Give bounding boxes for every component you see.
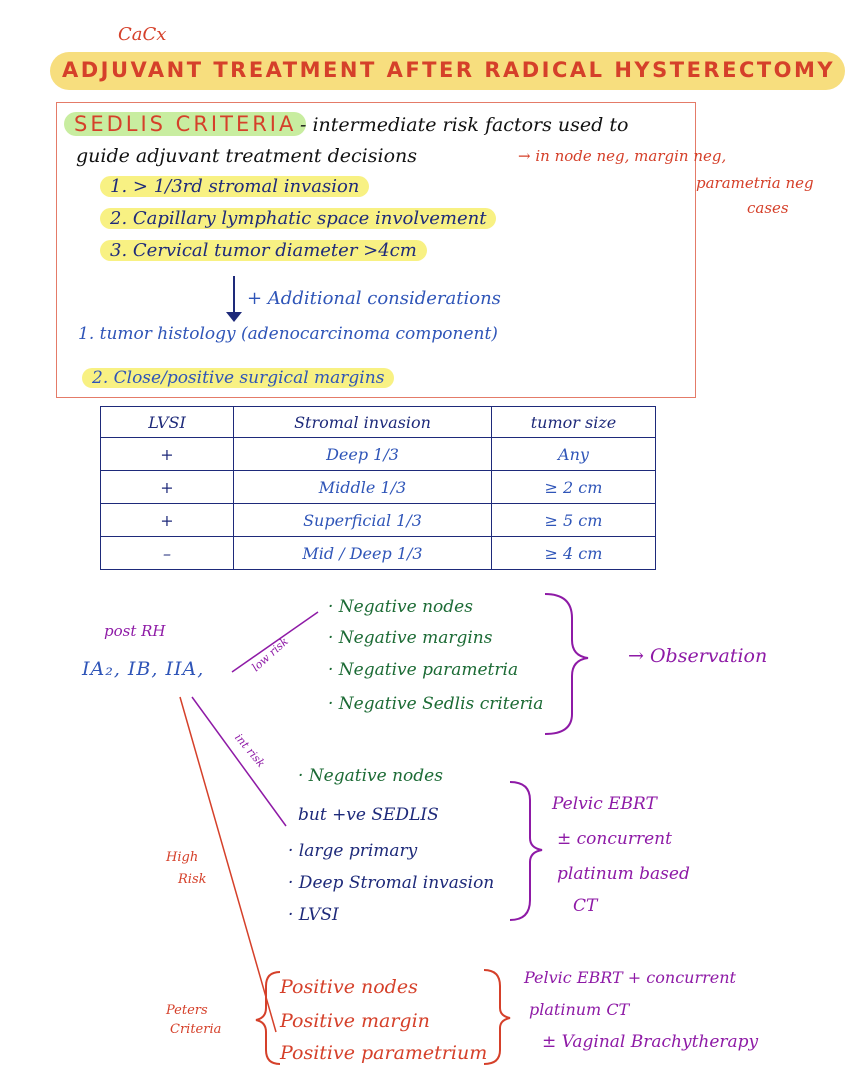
table-row [101, 438, 656, 471]
intermediate-risk-item: · large primary [288, 841, 418, 861]
high-risk-label: High [166, 850, 199, 865]
table-cell: – [101, 537, 234, 570]
table-header: tumor size [492, 407, 656, 438]
high-risk-treatment-line: platinum CT [529, 1000, 630, 1019]
table-header-row [101, 407, 656, 438]
intermediate-risk-label: int risk [232, 731, 268, 770]
low-risk-item: · Negative Sedlis criteria [328, 694, 544, 714]
intermediate-risk-line [192, 697, 286, 826]
table-cell: Any [492, 438, 656, 471]
table-row [101, 537, 656, 570]
table-cell: + [101, 504, 234, 537]
table-cell: + [101, 438, 234, 471]
topic-tag: CaCx [118, 24, 167, 45]
high-risk-item: Positive parametrium [280, 1042, 488, 1064]
low-risk-treatment: → Observation [628, 645, 768, 667]
additional-consideration: 2. Close/positive surgical margins [82, 368, 394, 388]
table-cell: ≥ 5 cm [492, 504, 656, 537]
high-risk-treatment-line: Pelvic EBRT + concurrent [524, 968, 736, 987]
intermediate-treatment-line: ± concurrent [557, 829, 672, 849]
high-risk-left-brace [256, 972, 280, 1064]
sedlis-case-note-line2: parametria neg [696, 174, 814, 192]
intermediate-treatment-line: platinum based [557, 864, 690, 884]
sedlis-title: SEDLIS CRITERIA [64, 112, 306, 136]
table-header: LVSI [101, 407, 234, 438]
sedlis-criterion: 2. Capillary lymphatic space involvement [100, 208, 496, 229]
low-risk-brace [545, 594, 588, 734]
sedlis-criterion: 3. Cervical tumor diameter >4cm [100, 240, 427, 261]
intermediate-risk-item: · Negative nodes [298, 766, 443, 786]
high-risk-right-brace [484, 970, 510, 1064]
intermediate-treatment-line: Pelvic EBRT [552, 794, 657, 814]
table-row [101, 471, 656, 504]
sedlis-description-line1: - intermediate risk factors used to [300, 114, 629, 136]
high-risk-item: Positive margin [280, 1010, 430, 1032]
low-risk-label: low risk [249, 634, 291, 675]
post-rh-label: post RH [104, 622, 166, 640]
intermediate-risk-item: · Deep Stromal invasion [288, 873, 495, 893]
sedlis-case-note-line1: → in node neg, margin neg, [518, 147, 727, 165]
intermediate-brace [510, 782, 542, 920]
table-cell: + [101, 471, 234, 504]
intermediate-risk-item: · LVSI [288, 905, 339, 925]
table-cell: Mid / Deep 1/3 [234, 537, 492, 570]
table-cell: ≥ 2 cm [492, 471, 656, 504]
intermediate-risk-item: but +ve SEDLIS [298, 805, 439, 825]
stage-list: IA₂, IB, IIA, [82, 658, 205, 680]
high-risk-treatment-line: ± Vaginal Brachytherapy [542, 1032, 759, 1052]
sedlis-criterion: 1. > 1/3rd stromal invasion [100, 176, 369, 197]
low-risk-item: · Negative nodes [328, 597, 473, 617]
low-risk-item: · Negative parametria [328, 660, 519, 680]
table-cell: Middle 1/3 [234, 471, 492, 504]
sedlis-table [100, 406, 656, 570]
intermediate-treatment-line: CT [573, 896, 598, 916]
high-risk-item: Positive nodes [280, 976, 418, 998]
peters-criteria-label: Peters [166, 1003, 208, 1018]
arrow-head-icon [226, 312, 242, 322]
peters-criteria-label: Criteria [170, 1022, 222, 1037]
table-header: Stromal invasion [234, 407, 492, 438]
high-risk-label: Risk [178, 872, 207, 887]
low-risk-item: · Negative margins [328, 628, 493, 648]
sedlis-case-note-line3: cases [747, 199, 789, 217]
page-title: ADJUVANT TREATMENT AFTER RADICAL HYSTERECTOMY [62, 58, 836, 82]
table-cell: Superficial 1/3 [234, 504, 492, 537]
table-row [101, 504, 656, 537]
additional-considerations-title: + Additional considerations [247, 288, 501, 309]
table-cell: Deep 1/3 [234, 438, 492, 471]
table-cell: ≥ 4 cm [492, 537, 656, 570]
sedlis-description-line2: guide adjuvant treatment decisions [76, 145, 417, 167]
additional-consideration: 1. tumor histology (adenocarcinoma component) [78, 324, 498, 344]
